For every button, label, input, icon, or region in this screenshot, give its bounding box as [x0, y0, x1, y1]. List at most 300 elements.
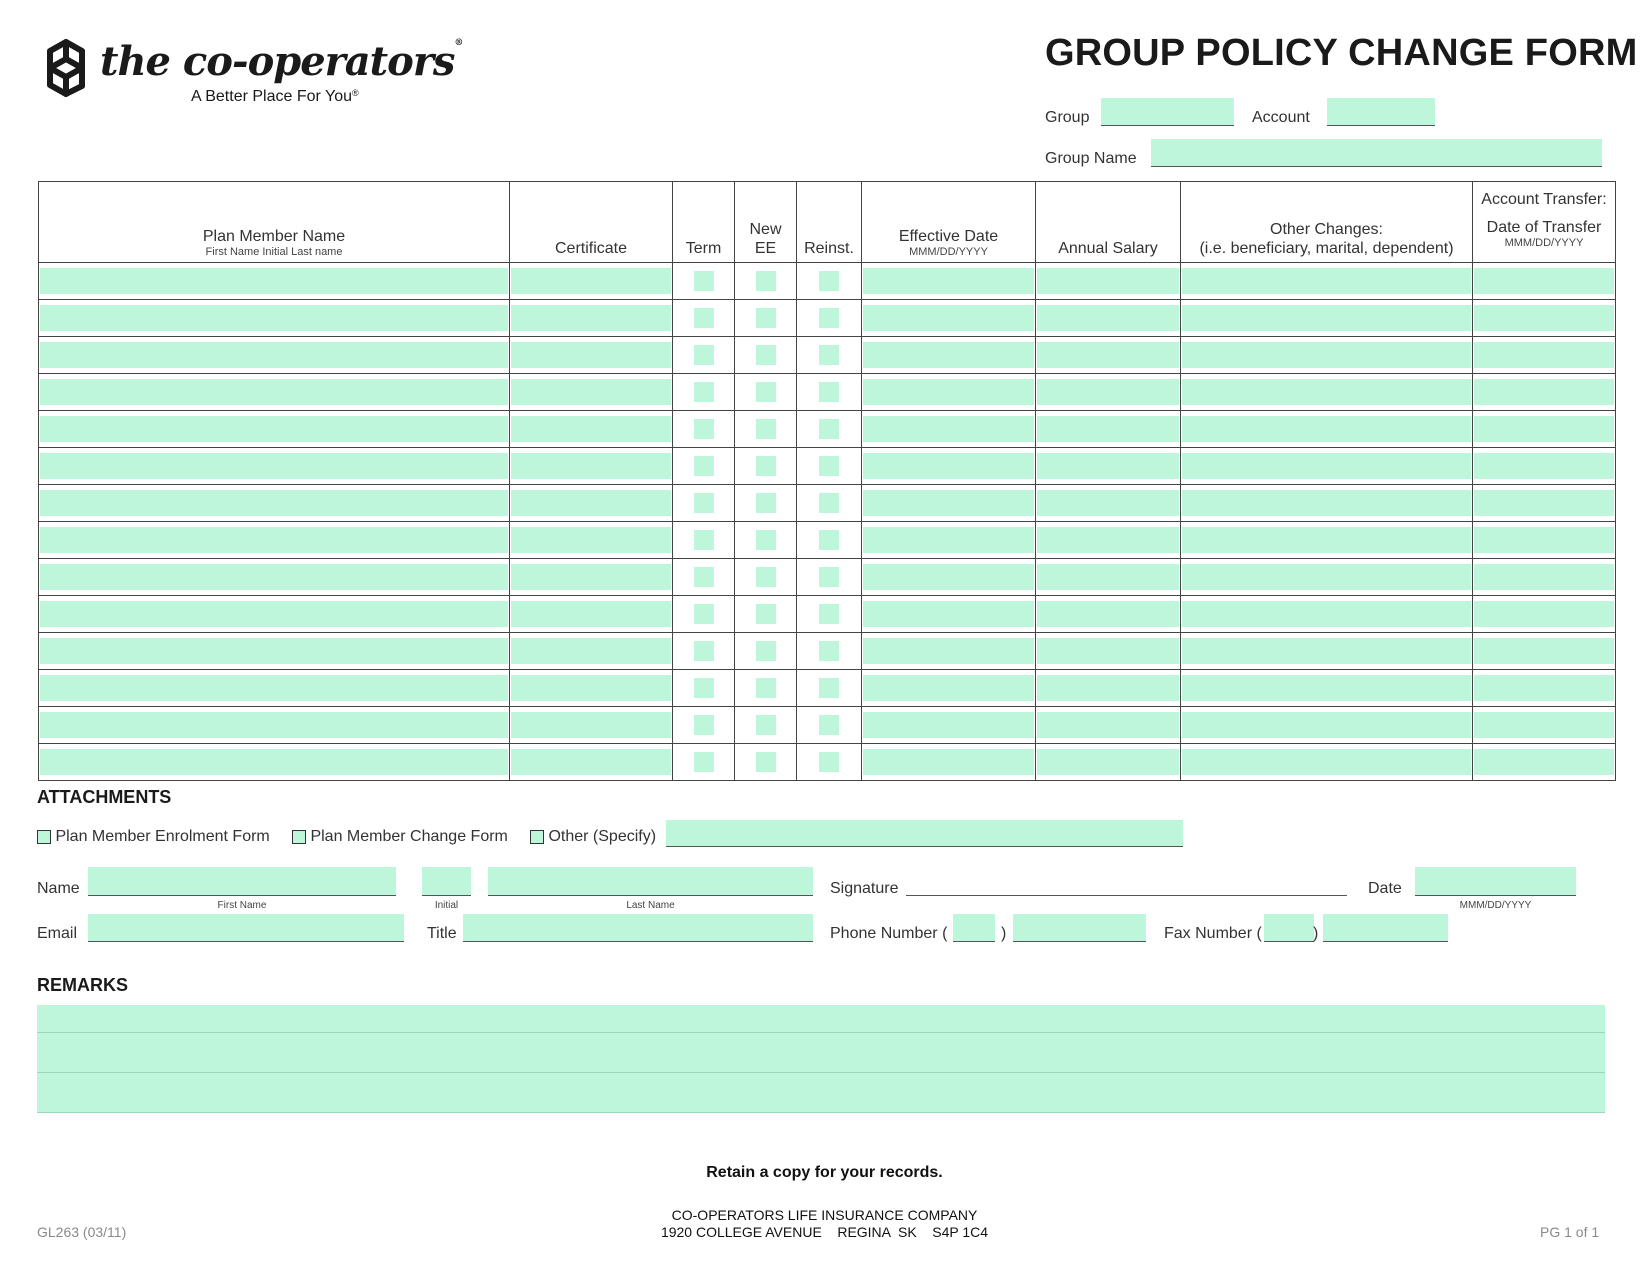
- retain-copy-note: Retain a copy for your records.: [706, 1164, 943, 1181]
- transfer-date-field[interactable]: [1474, 416, 1614, 442]
- cell-term: [673, 633, 735, 670]
- cell-annual-salary: [1036, 670, 1181, 707]
- cell-transfer-date: [1473, 744, 1616, 781]
- annual-salary-field[interactable]: [1037, 601, 1179, 627]
- new-ee-checkbox[interactable]: [756, 752, 776, 772]
- annual-salary-field[interactable]: [1037, 453, 1179, 479]
- cell-reinst: [797, 559, 862, 596]
- new-ee-checkbox[interactable]: [756, 641, 776, 661]
- term-checkbox[interactable]: [694, 345, 714, 365]
- new-ee-checkbox[interactable]: [756, 530, 776, 550]
- cell-annual-salary: [1036, 707, 1181, 744]
- table-row: [39, 374, 1616, 411]
- term-checkbox[interactable]: [694, 715, 714, 735]
- cell-certificate: [510, 374, 673, 411]
- term-checkbox[interactable]: [694, 567, 714, 587]
- other-changes-field[interactable]: [1182, 564, 1471, 590]
- cell-reinst: [797, 448, 862, 485]
- cell-term: [673, 707, 735, 744]
- signature-label: Signature: [830, 880, 899, 897]
- last-name-field[interactable]: [488, 867, 813, 896]
- term-checkbox[interactable]: [694, 641, 714, 661]
- annual-salary-field[interactable]: [1037, 638, 1179, 664]
- co-operators-emblem-icon: [36, 38, 96, 98]
- col-header-account-transfer: Account Transfer: Date of Transfer MMM/DD/YYYY: [1473, 182, 1616, 263]
- new-ee-checkbox[interactable]: [756, 493, 776, 513]
- reinst-checkbox[interactable]: [819, 752, 839, 772]
- other-changes-field[interactable]: [1182, 527, 1471, 553]
- logo-tagline-mark: ®: [352, 88, 359, 98]
- attachment-option-change[interactable]: [292, 828, 508, 846]
- cell-transfer-date: [1473, 670, 1616, 707]
- cell-annual-salary: [1036, 263, 1181, 300]
- certificate-field[interactable]: [511, 305, 671, 331]
- plan-member-name-field[interactable]: [40, 675, 508, 701]
- cell-effective-date: [862, 744, 1036, 781]
- cell-transfer-date: [1473, 559, 1616, 596]
- phone-label: Phone Number (: [830, 925, 948, 942]
- cell-effective-date: [862, 522, 1036, 559]
- cell-plan-member-name: [39, 522, 510, 559]
- term-checkbox[interactable]: [694, 382, 714, 402]
- cell-reinst: [797, 411, 862, 448]
- table-row: [39, 522, 1616, 559]
- certificate-field[interactable]: [511, 268, 671, 294]
- other-changes-field[interactable]: [1182, 342, 1471, 368]
- plan-member-name-field[interactable]: [40, 638, 508, 664]
- phone-area-code-field[interactable]: [953, 914, 995, 942]
- cell-other-changes: [1181, 744, 1473, 781]
- cell-certificate: [510, 633, 673, 670]
- annual-salary-field[interactable]: [1037, 379, 1179, 405]
- annual-salary-field[interactable]: [1037, 675, 1179, 701]
- transfer-date-field[interactable]: [1474, 712, 1614, 738]
- plan-member-name-field[interactable]: [40, 601, 508, 627]
- other-changes-field[interactable]: [1182, 268, 1471, 294]
- cell-new-ee: [735, 596, 797, 633]
- cell-effective-date: [862, 374, 1036, 411]
- certificate-field[interactable]: [511, 342, 671, 368]
- certificate-field[interactable]: [511, 675, 671, 701]
- cell-certificate: [510, 263, 673, 300]
- term-checkbox[interactable]: [694, 752, 714, 772]
- annual-salary-field[interactable]: [1037, 342, 1179, 368]
- transfer-date-field[interactable]: [1474, 379, 1614, 405]
- cell-term: [673, 744, 735, 781]
- transfer-date-field[interactable]: [1474, 305, 1614, 331]
- certificate-field[interactable]: [511, 712, 671, 738]
- new-ee-checkbox[interactable]: [756, 419, 776, 439]
- col-header-annual-salary: Annual Salary: [1036, 182, 1181, 263]
- cell-new-ee: [735, 337, 797, 374]
- cell-effective-date: [862, 448, 1036, 485]
- cell-new-ee: [735, 263, 797, 300]
- term-checkbox[interactable]: [694, 271, 714, 291]
- table-row: [39, 411, 1616, 448]
- cell-new-ee: [735, 448, 797, 485]
- other-changes-field[interactable]: [1182, 453, 1471, 479]
- annual-salary-field[interactable]: [1037, 712, 1179, 738]
- cell-reinst: [797, 744, 862, 781]
- account-label: Account: [1252, 109, 1310, 126]
- plan-member-name-field[interactable]: [40, 564, 508, 590]
- table-row: [39, 707, 1616, 744]
- initial-field[interactable]: [422, 867, 471, 896]
- cell-new-ee: [735, 411, 797, 448]
- cell-other-changes: [1181, 374, 1473, 411]
- other-changes-field[interactable]: [1182, 675, 1471, 701]
- effective-date-field[interactable]: [863, 749, 1034, 775]
- cell-transfer-date: [1473, 374, 1616, 411]
- table-row: [39, 596, 1616, 633]
- reinst-checkbox[interactable]: [819, 530, 839, 550]
- effective-date-field[interactable]: [863, 379, 1034, 405]
- cell-transfer-date: [1473, 263, 1616, 300]
- annual-salary-field[interactable]: [1037, 490, 1179, 516]
- effective-date-field[interactable]: [863, 564, 1034, 590]
- other-changes-field[interactable]: [1182, 638, 1471, 664]
- cell-new-ee: [735, 522, 797, 559]
- reinst-checkbox[interactable]: [819, 419, 839, 439]
- cell-plan-member-name: [39, 744, 510, 781]
- other-changes-field[interactable]: [1182, 749, 1471, 775]
- cell-plan-member-name: [39, 448, 510, 485]
- cell-effective-date: [862, 485, 1036, 522]
- cell-certificate: [510, 485, 673, 522]
- fax-area-code-field[interactable]: [1264, 914, 1314, 942]
- effective-date-field[interactable]: [863, 527, 1034, 553]
- cell-effective-date: [862, 670, 1036, 707]
- account-field[interactable]: [1327, 98, 1435, 126]
- cell-annual-salary: [1036, 337, 1181, 374]
- effective-date-field[interactable]: [863, 453, 1034, 479]
- annual-salary-field[interactable]: [1037, 564, 1179, 590]
- cell-plan-member-name: [39, 263, 510, 300]
- reinst-checkbox[interactable]: [819, 308, 839, 328]
- cell-other-changes: [1181, 559, 1473, 596]
- date-label: Date: [1368, 880, 1402, 897]
- col-header-certificate: Certificate: [510, 182, 673, 263]
- enrolment-form-label: Plan Member Enrolment Form: [55, 828, 270, 845]
- enrolment-form-checkbox[interactable]: [37, 830, 51, 844]
- cell-plan-member-name: [39, 485, 510, 522]
- term-checkbox[interactable]: [694, 530, 714, 550]
- signature-line[interactable]: [906, 872, 1347, 896]
- cell-transfer-date: [1473, 300, 1616, 337]
- annual-salary-field[interactable]: [1037, 749, 1179, 775]
- change-form-checkbox[interactable]: [292, 830, 306, 844]
- cell-annual-salary: [1036, 300, 1181, 337]
- cell-other-changes: [1181, 411, 1473, 448]
- transfer-date-field[interactable]: [1474, 749, 1614, 775]
- cell-annual-salary: [1036, 559, 1181, 596]
- group-name-field[interactable]: [1151, 139, 1602, 167]
- new-ee-checkbox[interactable]: [756, 604, 776, 624]
- col-header-effective-date: Effective Date MMM/DD/YYYY: [862, 182, 1036, 263]
- cell-other-changes: [1181, 448, 1473, 485]
- annual-salary-field[interactable]: [1037, 268, 1179, 294]
- cell-other-changes: [1181, 337, 1473, 374]
- transfer-date-field[interactable]: [1474, 527, 1614, 553]
- cell-certificate: [510, 596, 673, 633]
- plan-member-name-field[interactable]: [40, 749, 508, 775]
- term-checkbox[interactable]: [694, 493, 714, 513]
- new-ee-checkbox[interactable]: [756, 567, 776, 587]
- cell-reinst: [797, 374, 862, 411]
- remarks-field[interactable]: [37, 1005, 1605, 1113]
- annual-salary-field[interactable]: [1037, 527, 1179, 553]
- logo-tagline: A Better Place For You: [191, 88, 352, 105]
- effective-date-field[interactable]: [863, 416, 1034, 442]
- cell-other-changes: [1181, 670, 1473, 707]
- cell-term: [673, 522, 735, 559]
- name-label: Name: [37, 880, 80, 897]
- effective-date-field[interactable]: [863, 601, 1034, 627]
- cell-certificate: [510, 522, 673, 559]
- cell-plan-member-name: [39, 300, 510, 337]
- date-field[interactable]: [1415, 867, 1576, 896]
- cell-reinst: [797, 522, 862, 559]
- cell-annual-salary: [1036, 633, 1181, 670]
- certificate-field[interactable]: [511, 453, 671, 479]
- new-ee-checkbox[interactable]: [756, 456, 776, 476]
- plan-member-name-field[interactable]: [40, 342, 508, 368]
- table-row: [39, 485, 1616, 522]
- term-checkbox[interactable]: [694, 456, 714, 476]
- attachment-option-other[interactable]: [530, 828, 656, 846]
- certificate-field[interactable]: [511, 527, 671, 553]
- new-ee-checkbox[interactable]: [756, 308, 776, 328]
- effective-date-field[interactable]: [863, 305, 1034, 331]
- term-checkbox[interactable]: [694, 419, 714, 439]
- cell-certificate: [510, 411, 673, 448]
- plan-member-name-field[interactable]: [40, 712, 508, 738]
- reinst-checkbox[interactable]: [819, 456, 839, 476]
- reinst-checkbox[interactable]: [819, 641, 839, 661]
- other-checkbox[interactable]: [530, 830, 544, 844]
- remarks-divider: [37, 1072, 1605, 1073]
- cell-certificate: [510, 707, 673, 744]
- fax-close-paren: ): [1313, 925, 1319, 942]
- plan-member-name-field[interactable]: [40, 490, 508, 516]
- transfer-date-field[interactable]: [1474, 490, 1614, 516]
- transfer-date-field[interactable]: [1474, 268, 1614, 294]
- cell-annual-salary: [1036, 448, 1181, 485]
- col-header-new-ee: New EE: [735, 182, 797, 263]
- fax-number-field[interactable]: [1323, 914, 1448, 942]
- cell-new-ee: [735, 485, 797, 522]
- cell-reinst: [797, 337, 862, 374]
- title-label: Title: [427, 925, 457, 942]
- cell-reinst: [797, 485, 862, 522]
- term-checkbox[interactable]: [694, 678, 714, 698]
- plan-member-name-field[interactable]: [40, 268, 508, 294]
- cell-new-ee: [735, 559, 797, 596]
- cell-reinst: [797, 263, 862, 300]
- other-specify-field[interactable]: [666, 820, 1183, 847]
- reinst-checkbox[interactable]: [819, 271, 839, 291]
- cell-plan-member-name: [39, 707, 510, 744]
- page-title: GROUP POLICY CHANGE FORM: [1045, 32, 1638, 74]
- company-name: CO-OPERATORS LIFE INSURANCE COMPANY: [671, 1207, 978, 1223]
- email-field[interactable]: [88, 914, 404, 942]
- attachment-option-enrolment[interactable]: [37, 828, 270, 846]
- table-row: [39, 559, 1616, 596]
- cell-reinst: [797, 707, 862, 744]
- transfer-date-field[interactable]: [1474, 675, 1614, 701]
- annual-salary-field[interactable]: [1037, 416, 1179, 442]
- certificate-field[interactable]: [511, 416, 671, 442]
- term-checkbox[interactable]: [694, 604, 714, 624]
- cell-other-changes: [1181, 263, 1473, 300]
- cell-reinst: [797, 633, 862, 670]
- cell-term: [673, 485, 735, 522]
- phone-close-paren: ): [1001, 925, 1007, 942]
- certificate-field[interactable]: [511, 564, 671, 590]
- cell-transfer-date: [1473, 337, 1616, 374]
- transfer-date-field[interactable]: [1474, 564, 1614, 590]
- group-field[interactable]: [1101, 98, 1234, 126]
- term-checkbox[interactable]: [694, 308, 714, 328]
- cell-other-changes: [1181, 300, 1473, 337]
- cell-certificate: [510, 559, 673, 596]
- change-form-label: Plan Member Change Form: [310, 828, 508, 845]
- reinst-checkbox[interactable]: [819, 382, 839, 402]
- cell-other-changes: [1181, 707, 1473, 744]
- cell-annual-salary: [1036, 596, 1181, 633]
- cell-term: [673, 337, 735, 374]
- reinst-checkbox[interactable]: [819, 678, 839, 698]
- reinst-checkbox[interactable]: [819, 715, 839, 735]
- certificate-field[interactable]: [511, 749, 671, 775]
- new-ee-checkbox[interactable]: [756, 382, 776, 402]
- new-ee-checkbox[interactable]: [756, 345, 776, 365]
- transfer-date-field[interactable]: [1474, 638, 1614, 664]
- cell-certificate: [510, 670, 673, 707]
- cell-plan-member-name: [39, 374, 510, 411]
- col-header-term: Term: [673, 182, 735, 263]
- cell-new-ee: [735, 374, 797, 411]
- certificate-field[interactable]: [511, 601, 671, 627]
- cell-new-ee: [735, 670, 797, 707]
- col-header-plan-member-name: Plan Member Name First Name Initial Last name: [39, 182, 510, 263]
- cell-transfer-date: [1473, 596, 1616, 633]
- cell-term: [673, 411, 735, 448]
- cell-plan-member-name: [39, 559, 510, 596]
- new-ee-checkbox[interactable]: [756, 271, 776, 291]
- table-row: [39, 337, 1616, 374]
- company-logo: [36, 36, 463, 106]
- col-header-reinst: Reinst.: [797, 182, 862, 263]
- other-changes-field[interactable]: [1182, 601, 1471, 627]
- certificate-field[interactable]: [511, 638, 671, 664]
- cell-reinst: [797, 670, 862, 707]
- other-changes-field[interactable]: [1182, 305, 1471, 331]
- effective-date-field[interactable]: [863, 490, 1034, 516]
- table-row: [39, 448, 1616, 485]
- effective-date-field[interactable]: [863, 342, 1034, 368]
- cell-annual-salary: [1036, 411, 1181, 448]
- plan-member-name-field[interactable]: [40, 379, 508, 405]
- table-header-row: [39, 182, 1616, 263]
- transfer-date-field[interactable]: [1474, 453, 1614, 479]
- cell-other-changes: [1181, 485, 1473, 522]
- cell-transfer-date: [1473, 448, 1616, 485]
- plan-member-table: [38, 181, 1616, 781]
- effective-date-field[interactable]: [863, 268, 1034, 294]
- first-name-sublabel: First Name: [217, 900, 267, 911]
- reinst-checkbox[interactable]: [819, 567, 839, 587]
- certificate-field[interactable]: [511, 379, 671, 405]
- table-row: [39, 263, 1616, 300]
- other-changes-field[interactable]: [1182, 379, 1471, 405]
- table-row: [39, 300, 1616, 337]
- transfer-date-field[interactable]: [1474, 601, 1614, 627]
- cell-effective-date: [862, 263, 1036, 300]
- cell-term: [673, 448, 735, 485]
- new-ee-checkbox[interactable]: [756, 678, 776, 698]
- other-changes-field[interactable]: [1182, 416, 1471, 442]
- certificate-field[interactable]: [511, 490, 671, 516]
- reinst-checkbox[interactable]: [819, 604, 839, 624]
- cell-term: [673, 300, 735, 337]
- reinst-checkbox[interactable]: [819, 493, 839, 513]
- remarks-divider: [37, 1032, 1605, 1033]
- other-changes-field[interactable]: [1182, 712, 1471, 738]
- plan-member-name-field[interactable]: [40, 305, 508, 331]
- cell-plan-member-name: [39, 411, 510, 448]
- cell-other-changes: [1181, 522, 1473, 559]
- phone-number-field[interactable]: [1013, 914, 1146, 942]
- cell-term: [673, 596, 735, 633]
- plan-member-name-field[interactable]: [40, 453, 508, 479]
- first-name-field[interactable]: [88, 867, 396, 896]
- cell-effective-date: [862, 596, 1036, 633]
- group-label: Group: [1045, 109, 1090, 126]
- transfer-date-field[interactable]: [1474, 342, 1614, 368]
- effective-date-field[interactable]: [863, 675, 1034, 701]
- effective-date-field[interactable]: [863, 712, 1034, 738]
- plan-member-name-field[interactable]: [40, 416, 508, 442]
- cell-effective-date: [862, 337, 1036, 374]
- cell-term: [673, 559, 735, 596]
- cell-transfer-date: [1473, 522, 1616, 559]
- effective-date-field[interactable]: [863, 638, 1034, 664]
- reinst-checkbox[interactable]: [819, 345, 839, 365]
- table-row: [39, 633, 1616, 670]
- attachments-heading: ATTACHMENTS: [37, 787, 172, 807]
- cell-term: [673, 670, 735, 707]
- cell-new-ee: [735, 744, 797, 781]
- new-ee-checkbox[interactable]: [756, 715, 776, 735]
- email-label: Email: [37, 925, 78, 942]
- plan-member-name-field[interactable]: [40, 527, 508, 553]
- cell-new-ee: [735, 707, 797, 744]
- cell-transfer-date: [1473, 707, 1616, 744]
- cell-effective-date: [862, 411, 1036, 448]
- cell-annual-salary: [1036, 374, 1181, 411]
- cell-effective-date: [862, 300, 1036, 337]
- other-changes-field[interactable]: [1182, 490, 1471, 516]
- initial-sublabel: Initial: [434, 900, 459, 911]
- annual-salary-field[interactable]: [1037, 305, 1179, 331]
- cell-plan-member-name: [39, 337, 510, 374]
- table-row: [39, 670, 1616, 707]
- cell-plan-member-name: [39, 633, 510, 670]
- remarks-divider: [37, 1112, 1605, 1113]
- title-field[interactable]: [463, 914, 813, 942]
- page-number: PG 1 of 1: [1540, 1224, 1600, 1240]
